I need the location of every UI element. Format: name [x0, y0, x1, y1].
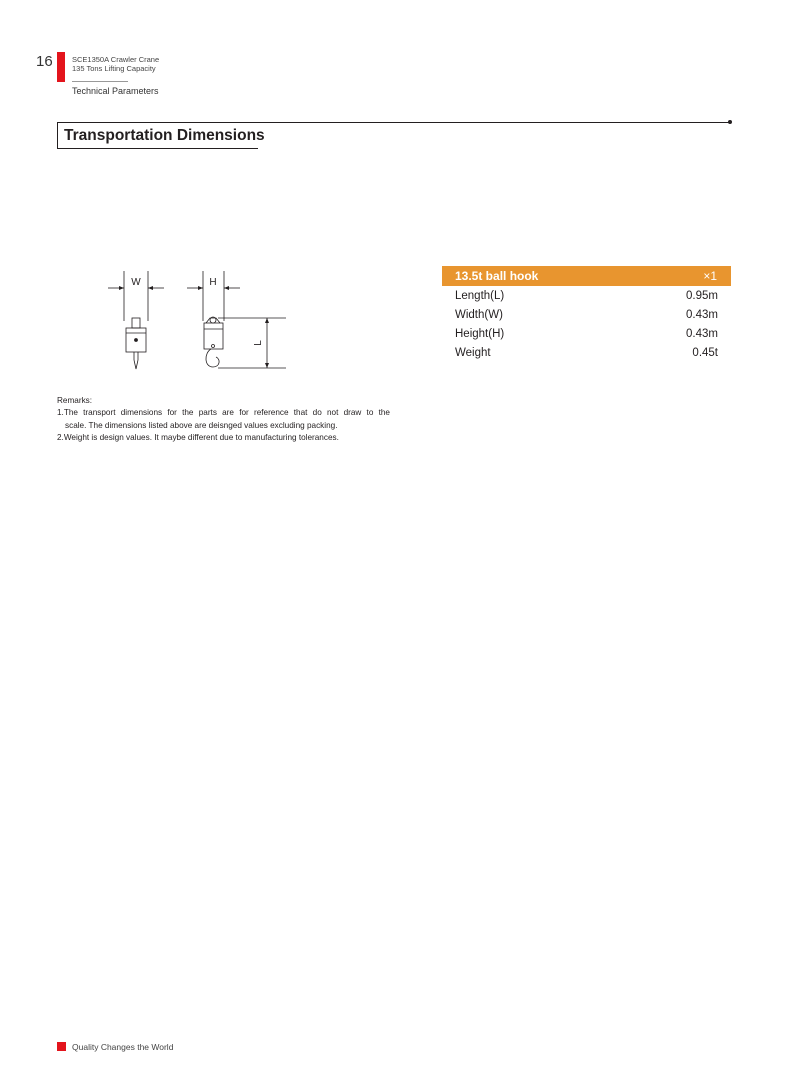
length-label: L: [253, 340, 264, 346]
footer-accent-square: [57, 1042, 66, 1051]
spec-row-width: [442, 305, 731, 324]
spec-label: Weight: [455, 346, 491, 359]
footer-slogan: Quality Changes the World: [72, 1042, 174, 1052]
remark-1-line-1: 1.The transport dimensions for the parts are for reference that do not draw to the: [57, 408, 390, 418]
item-quantity: ×1: [703, 269, 717, 283]
header-divider: [72, 81, 128, 82]
spec-value: 0.45t: [692, 346, 718, 359]
spec-value: 0.43m: [686, 308, 718, 321]
remarks-heading: Remarks:: [57, 396, 93, 405]
width-label: W: [131, 277, 141, 288]
spec-row-weight: [442, 343, 731, 362]
remark-2: 2.Weight is design values. It maybe different due to manufacturing tolerances.: [57, 433, 339, 443]
title-rule-dot: [728, 120, 732, 124]
height-label: H: [209, 277, 217, 288]
remarks: [57, 395, 390, 445]
front-view-hook: [134, 360, 138, 369]
spec-table: [442, 266, 731, 362]
side-view-hook: [206, 349, 219, 367]
product-capacity: 135 Tons Lifting Capacity: [72, 64, 156, 73]
ball-hook-drawing: [100, 265, 300, 380]
remark-1-line-2: scale. The dimensions listed above are deisnged values excluding packing.: [65, 420, 338, 430]
header-accent-bar: [57, 52, 65, 82]
title-box: [57, 122, 265, 149]
product-name: SCE1350A Crawler Crane: [72, 55, 160, 64]
front-view-top: [132, 318, 140, 328]
spec-row-length: [442, 286, 731, 305]
spec-table-header: [442, 266, 731, 286]
page-number: 16: [36, 53, 53, 70]
side-view-body: [204, 323, 223, 349]
spec-label: Length(L): [455, 289, 505, 302]
spec-label: Height(H): [455, 327, 505, 340]
section-name: Technical Parameters: [72, 86, 159, 96]
spec-value: 0.95m: [686, 289, 718, 302]
item-name: 13.5t ball hook: [455, 269, 539, 283]
page-title: Transportation Dimensions: [64, 127, 265, 144]
spec-row-height: [442, 324, 731, 343]
spec-label: Width(W): [455, 308, 503, 321]
spec-value: 0.43m: [686, 327, 718, 340]
